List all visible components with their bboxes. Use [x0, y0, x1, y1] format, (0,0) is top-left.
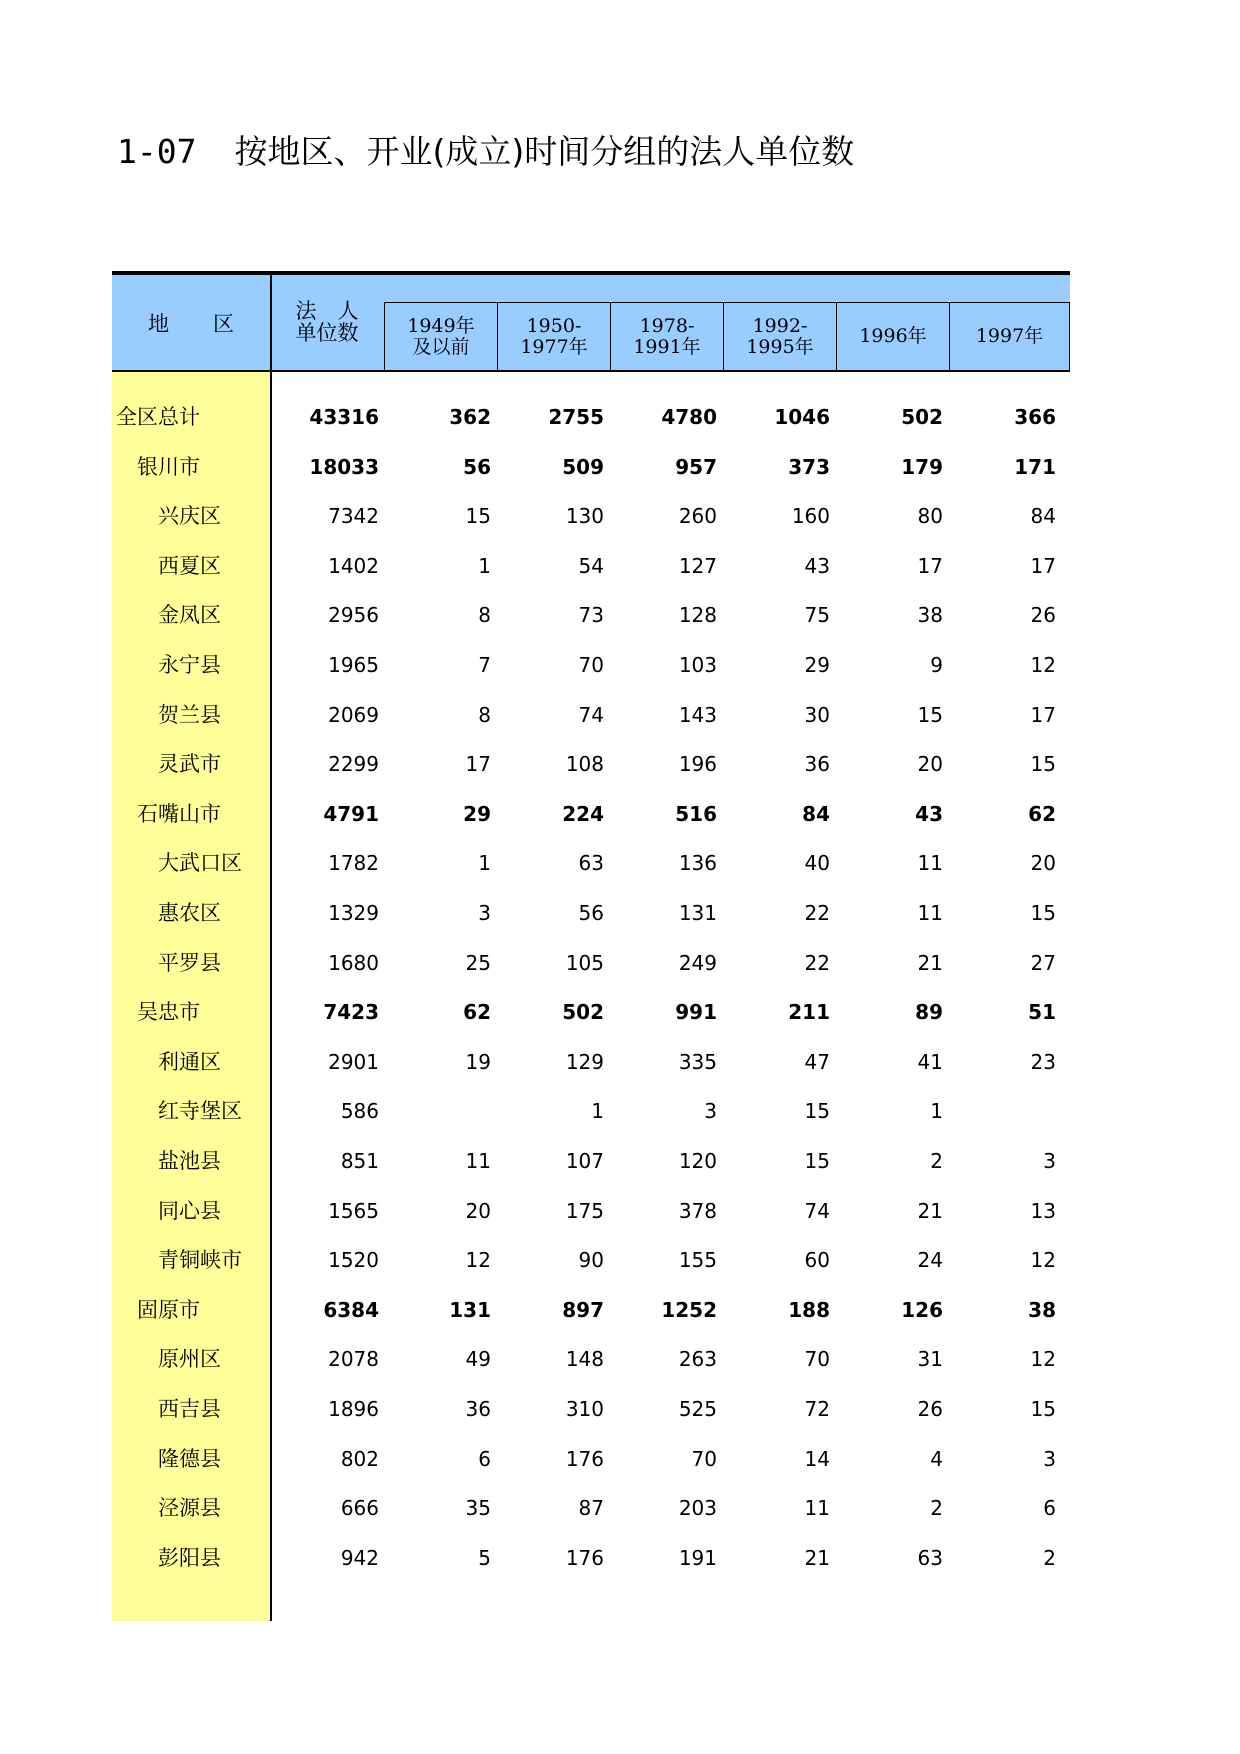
cell-period-2: 90	[578, 1248, 604, 1273]
cell-period-4: 1046	[774, 405, 830, 429]
header-period-line: 1991年	[633, 335, 701, 358]
cell-period-6: 84	[1030, 504, 1056, 529]
table-row	[112, 987, 1070, 1037]
region-name: 西吉县	[158, 1397, 221, 1421]
cell-period-4: 29	[804, 653, 830, 677]
cell-total-units: 1402	[328, 553, 379, 578]
cell-period-4: 14	[804, 1446, 830, 1471]
header-total-units	[272, 300, 382, 344]
region-name: 隆德县	[158, 1446, 221, 1471]
header-region-char-2: 区	[213, 312, 234, 336]
region-name: 平罗县	[158, 950, 221, 975]
cell-period-6: 15	[1030, 752, 1056, 777]
cell-period-3: 191	[678, 1545, 717, 1570]
cell-period-5: 11	[917, 851, 943, 876]
region-name: 泾源县	[158, 1496, 221, 1521]
cell-period-2: 310	[565, 1397, 604, 1421]
cell-period-6: 12	[1030, 653, 1056, 677]
region-name: 永宁县	[158, 653, 221, 677]
cell-period-6: 51	[1028, 1000, 1056, 1025]
cell-period-4: 211	[788, 1000, 830, 1025]
cell-period-6: 2	[1043, 1545, 1056, 1570]
cell-period-2: 502	[562, 1000, 604, 1025]
cell-period-6: 15	[1030, 1397, 1056, 1421]
cell-period-4: 11	[804, 1496, 830, 1521]
cell-period-4: 75	[804, 603, 830, 628]
table-row	[112, 838, 1070, 888]
cell-period-1: 56	[463, 454, 491, 479]
region-name: 惠农区	[158, 901, 221, 925]
cell-period-4: 15	[804, 1149, 830, 1173]
cell-period-2: 509	[562, 454, 604, 479]
cell-period-5: 21	[917, 950, 943, 975]
region-name: 吴忠市	[137, 1000, 200, 1025]
cell-period-1: 35	[465, 1496, 491, 1521]
cell-period-2: 74	[578, 702, 604, 727]
cell-period-6: 3	[1043, 1446, 1056, 1471]
cell-period-4: 74	[804, 1198, 830, 1223]
table-title: 按地区、开业(成立)时间分组的法人单位数	[234, 132, 855, 171]
cell-period-5: 11	[917, 901, 943, 925]
cell-period-3: 249	[678, 950, 717, 975]
cell-period-5: 126	[901, 1297, 943, 1322]
cell-period-1	[384, 1086, 491, 1136]
cell-period-5: 89	[915, 1000, 943, 1025]
table-row	[112, 1037, 1070, 1087]
cell-total-units: 1680	[328, 950, 379, 975]
table-row	[112, 1235, 1070, 1285]
cell-total-units: 7342	[328, 504, 379, 529]
cell-period-6: 17	[1030, 702, 1056, 727]
cell-total-units: 1520	[328, 1248, 379, 1273]
cell-period-1: 11	[465, 1149, 491, 1173]
cell-period-3: 143	[678, 702, 717, 727]
cell-period-6: 38	[1028, 1297, 1056, 1322]
header-period-4	[723, 302, 837, 370]
region-name: 金凤区	[158, 603, 221, 628]
cell-period-3: 3	[704, 1099, 717, 1124]
region-name: 西夏区	[158, 553, 221, 578]
cell-total-units: 666	[340, 1496, 379, 1521]
table-row	[112, 1533, 1070, 1583]
cell-period-3: 957	[675, 454, 717, 479]
region-name: 贺兰县	[158, 702, 221, 727]
cell-period-2: 73	[578, 603, 604, 628]
cell-period-3: 196	[678, 752, 717, 777]
header-total-line-1: 法 人	[295, 299, 359, 323]
cell-period-4: 36	[804, 752, 830, 777]
cell-period-1: 3	[478, 901, 491, 925]
cell-period-1: 62	[463, 1000, 491, 1025]
cell-period-1: 17	[465, 752, 491, 777]
cell-total-units: 18033	[309, 454, 379, 479]
cell-period-4: 47	[804, 1049, 830, 1074]
cell-total-units: 586	[340, 1099, 379, 1124]
cell-period-3: 127	[678, 553, 717, 578]
cell-period-2: 176	[565, 1446, 604, 1471]
cell-period-1: 1	[478, 553, 491, 578]
table-row	[112, 640, 1070, 690]
cell-period-2: 105	[565, 950, 604, 975]
cell-period-1: 8	[478, 603, 491, 628]
cell-period-4: 188	[788, 1297, 830, 1322]
table-row	[112, 1434, 1070, 1484]
cell-total-units: 2299	[328, 752, 379, 777]
cell-period-2: 148	[565, 1347, 604, 1372]
cell-period-3: 155	[678, 1248, 717, 1273]
table-row	[112, 442, 1070, 492]
table-row	[112, 1186, 1070, 1236]
cell-total-units: 1565	[328, 1198, 379, 1223]
cell-total-units: 7423	[323, 1000, 379, 1025]
cell-period-3: 128	[678, 603, 717, 628]
table-row	[112, 1136, 1070, 1186]
cell-period-3: 1252	[661, 1297, 717, 1322]
cell-total-units: 851	[340, 1149, 379, 1173]
header-period-3	[610, 302, 724, 370]
cell-period-4: 70	[804, 1347, 830, 1372]
table-row	[112, 1086, 1070, 1136]
cell-period-2: 54	[578, 553, 604, 578]
cell-period-5: 2	[930, 1496, 943, 1521]
cell-total-units: 1782	[328, 851, 379, 876]
header-period-line: 1977年	[520, 335, 588, 358]
cell-period-2: 2755	[548, 405, 604, 429]
cell-period-5: 38	[917, 603, 943, 628]
cell-period-6: 26	[1030, 603, 1056, 628]
cell-period-5: 9	[930, 653, 943, 677]
region-name: 彭阳县	[158, 1545, 221, 1570]
page-title	[117, 126, 854, 173]
cell-period-2: 87	[578, 1496, 604, 1521]
cell-total-units: 2901	[328, 1049, 379, 1074]
cell-period-6: 20	[1030, 851, 1056, 876]
table-number: 1-07	[117, 132, 197, 171]
cell-period-5: 502	[901, 405, 943, 429]
cell-period-6: 23	[1030, 1049, 1056, 1074]
header-period-line: 1995年	[746, 335, 814, 358]
cell-total-units: 2956	[328, 603, 379, 628]
cell-period-3: 131	[678, 901, 717, 925]
cell-period-6: 62	[1028, 801, 1056, 826]
table-row	[112, 739, 1070, 789]
cell-total-units: 942	[340, 1545, 379, 1570]
cell-period-3: 70	[691, 1446, 717, 1471]
cell-period-6: 3	[1043, 1149, 1056, 1173]
cell-period-4: 30	[804, 702, 830, 727]
region-name: 青铜峡市	[158, 1248, 242, 1273]
region-name: 灵武市	[158, 752, 221, 777]
cell-period-2: 897	[562, 1297, 604, 1322]
cell-period-3: 335	[678, 1049, 717, 1074]
cell-period-6: 6	[1043, 1496, 1056, 1521]
cell-period-4: 160	[791, 504, 830, 529]
cell-period-2: 1	[591, 1099, 604, 1124]
table-row	[112, 789, 1070, 839]
cell-total-units: 6384	[323, 1297, 379, 1322]
cell-period-4: 60	[804, 1248, 830, 1273]
cell-period-1: 36	[465, 1397, 491, 1421]
cell-period-6: 15	[1030, 901, 1056, 925]
cell-period-3: 103	[678, 653, 717, 677]
cell-period-1: 7	[478, 653, 491, 677]
cell-period-3: 263	[678, 1347, 717, 1372]
cell-period-2: 176	[565, 1545, 604, 1570]
cell-total-units: 1965	[328, 653, 379, 677]
cell-period-3: 516	[675, 801, 717, 826]
cell-period-1: 19	[465, 1049, 491, 1074]
cell-period-2: 70	[578, 653, 604, 677]
cell-total-units: 2078	[328, 1347, 379, 1372]
cell-period-3: 120	[678, 1149, 717, 1173]
cell-period-4: 22	[804, 950, 830, 975]
table-row	[112, 491, 1070, 541]
cell-period-1: 20	[465, 1198, 491, 1223]
cell-period-2: 130	[565, 504, 604, 529]
cell-period-6: 171	[1014, 454, 1056, 479]
cell-period-3: 991	[675, 1000, 717, 1025]
cell-period-5: 31	[917, 1347, 943, 1372]
cell-total-units: 4791	[323, 801, 379, 826]
region-name: 石嘴山市	[137, 801, 221, 826]
cell-period-1: 25	[465, 950, 491, 975]
cell-period-2: 175	[565, 1198, 604, 1223]
cell-period-5: 2	[930, 1149, 943, 1173]
cell-period-5: 20	[917, 752, 943, 777]
cell-period-4: 21	[804, 1545, 830, 1570]
cell-period-5: 63	[917, 1545, 943, 1570]
cell-period-4: 72	[804, 1397, 830, 1421]
cell-period-3: 203	[678, 1496, 717, 1521]
header-period-5	[836, 302, 950, 370]
cell-period-1: 29	[463, 801, 491, 826]
cell-period-5: 179	[901, 454, 943, 479]
cell-period-6: 366	[1014, 405, 1056, 429]
region-name: 盐池县	[158, 1149, 221, 1173]
cell-period-1: 15	[465, 504, 491, 529]
cell-period-1: 6	[478, 1446, 491, 1471]
region-name: 银川市	[137, 454, 200, 479]
cell-period-1: 8	[478, 702, 491, 727]
header-period-line: 1997年	[975, 325, 1044, 347]
table-row	[112, 1334, 1070, 1384]
table-row	[112, 888, 1070, 938]
header-period-2	[497, 302, 611, 370]
cell-period-4: 373	[788, 454, 830, 479]
table-row	[112, 690, 1070, 740]
cell-total-units: 802	[340, 1446, 379, 1471]
cell-period-5: 4	[930, 1446, 943, 1471]
header-period-line: 1992-	[752, 314, 808, 337]
cell-period-4: 40	[804, 851, 830, 876]
region-name: 兴庆区	[158, 504, 221, 529]
cell-period-5: 1	[930, 1099, 943, 1124]
table-row	[112, 392, 1070, 442]
cell-period-4: 84	[802, 801, 830, 826]
header-period-1	[384, 302, 498, 370]
cell-period-5: 80	[917, 504, 943, 529]
cell-period-3: 378	[678, 1198, 717, 1223]
header-period-line: 及以前	[412, 335, 470, 358]
cell-period-5: 21	[917, 1198, 943, 1223]
table-row	[112, 590, 1070, 640]
cell-period-6	[949, 1086, 1056, 1136]
cell-period-5: 15	[917, 702, 943, 727]
cell-period-2: 224	[562, 801, 604, 826]
cell-period-2: 129	[565, 1049, 604, 1074]
cell-period-6: 12	[1030, 1248, 1056, 1273]
cell-total-units: 43316	[309, 405, 379, 429]
cell-period-5: 41	[917, 1049, 943, 1074]
cell-period-3: 260	[678, 504, 717, 529]
cell-total-units: 2069	[328, 702, 379, 727]
cell-period-1: 49	[465, 1347, 491, 1372]
table-row	[112, 1483, 1070, 1533]
cell-period-4: 15	[804, 1099, 830, 1124]
region-name: 固原市	[137, 1297, 200, 1322]
cell-period-5: 17	[917, 553, 943, 578]
header-period-6	[949, 302, 1070, 370]
cell-period-1: 362	[449, 405, 491, 429]
header-period-line: 1950-	[526, 314, 582, 337]
header-period-line: 1949年	[407, 314, 475, 337]
cell-period-1: 5	[478, 1545, 491, 1570]
cell-period-1: 12	[465, 1248, 491, 1273]
table-row	[112, 938, 1070, 988]
region-name: 红寺堡区	[158, 1099, 242, 1124]
cell-total-units: 1896	[328, 1397, 379, 1421]
header-period-line: 1978-	[639, 314, 695, 337]
table-row	[112, 541, 1070, 591]
cell-period-6: 27	[1030, 950, 1056, 975]
cell-period-3: 136	[678, 851, 717, 876]
region-name: 全区总计	[116, 405, 200, 429]
region-name: 原州区	[158, 1347, 221, 1372]
cell-period-2: 107	[565, 1149, 604, 1173]
cell-period-2: 63	[578, 851, 604, 876]
header-total-line-2: 单位数	[295, 321, 359, 345]
cell-period-2: 56	[578, 901, 604, 925]
cell-period-5: 43	[915, 801, 943, 826]
cell-total-units: 1329	[328, 901, 379, 925]
region-name: 大武口区	[158, 851, 242, 876]
cell-period-5: 26	[917, 1397, 943, 1421]
cell-period-3: 525	[678, 1397, 717, 1421]
header-region	[112, 275, 270, 371]
header-period-line: 1996年	[859, 325, 927, 347]
header-region-char-1: 地	[148, 312, 169, 336]
table-row	[112, 1384, 1070, 1434]
cell-period-2: 108	[565, 752, 604, 777]
cell-period-5: 24	[917, 1248, 943, 1273]
table-row	[112, 1285, 1070, 1335]
cell-period-6: 17	[1030, 553, 1056, 578]
cell-period-6: 13	[1030, 1198, 1056, 1223]
cell-period-4: 22	[804, 901, 830, 925]
cell-period-3: 4780	[661, 405, 717, 429]
cell-period-4: 43	[804, 553, 830, 578]
region-name: 利通区	[158, 1049, 221, 1074]
cell-period-1: 1	[478, 851, 491, 876]
region-name: 同心县	[158, 1198, 221, 1223]
cell-period-6: 12	[1030, 1347, 1056, 1372]
cell-period-1: 131	[449, 1297, 491, 1322]
